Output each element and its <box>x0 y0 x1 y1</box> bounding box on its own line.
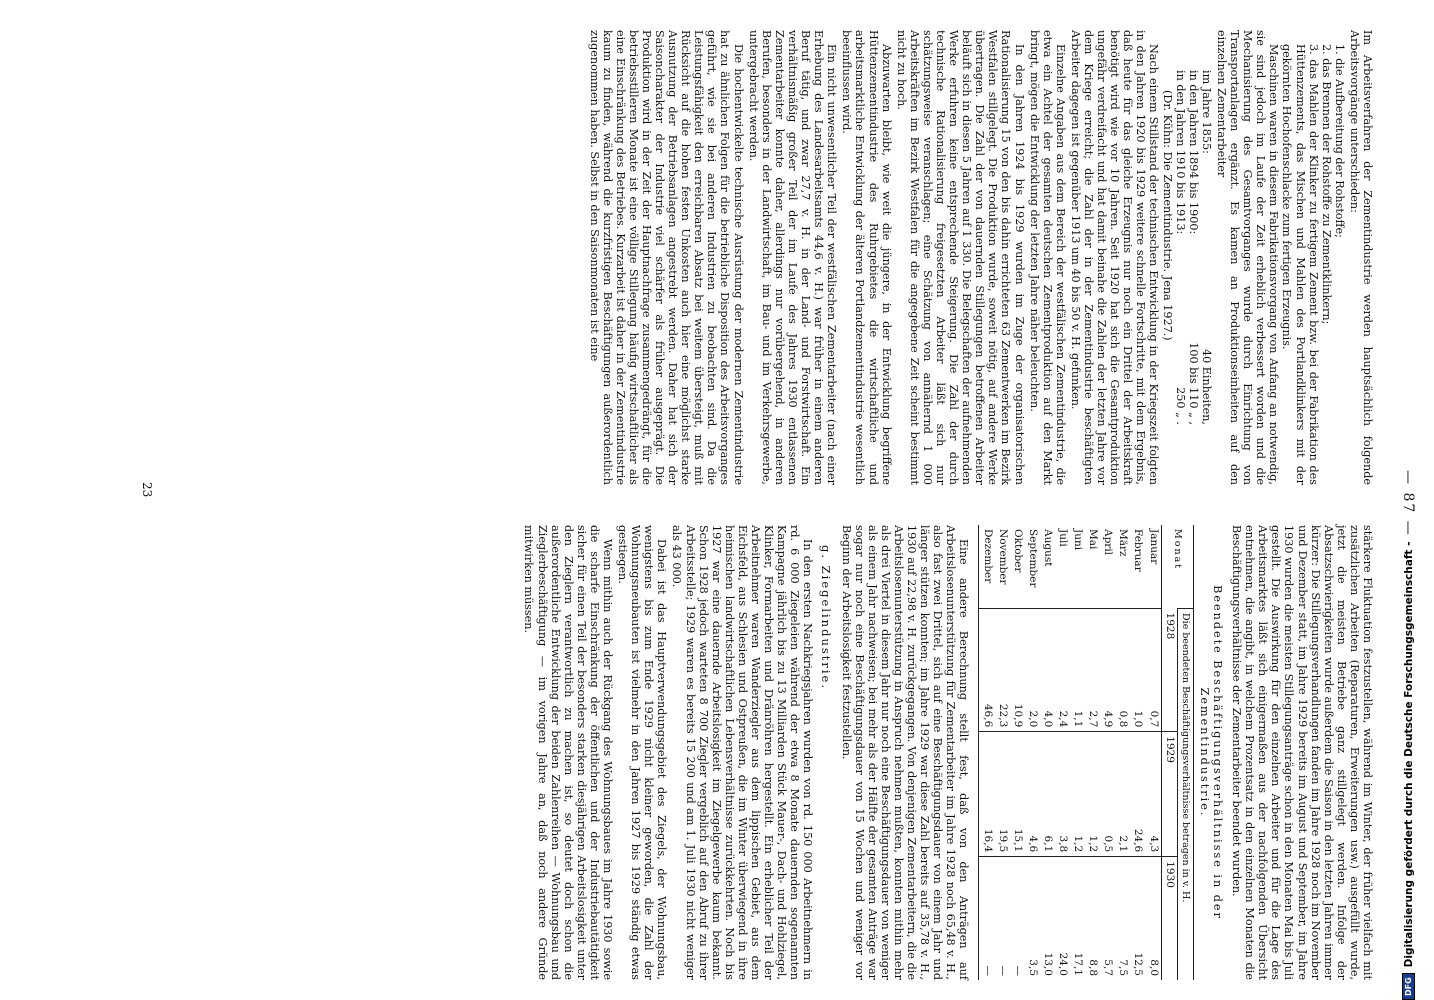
month-cell: Dezember <box>981 529 994 584</box>
value-cell: 0,8 <box>1115 609 1130 732</box>
value-cell: 15,1 <box>1010 732 1025 857</box>
stat-label: im Jahre 1855: <box>1199 70 1213 154</box>
value-cell: 4,3 <box>1146 732 1162 857</box>
list-item: 1. die Aufbereitung der Rohstoffe; <box>1332 44 1346 238</box>
value-cell: 3,8 <box>1055 732 1070 857</box>
month-cell: März <box>1117 529 1130 557</box>
table-row <box>1055 525 1070 980</box>
value-cell: 4,6 <box>1025 732 1040 857</box>
value-cell: 2,1 <box>1115 732 1130 857</box>
paragraph: In den ersten Nachkriegsjahren wurden von rd. 150 000 Arbeitnehmern in rd. 6 000 Ziegeleien während der etwa 8 Monate dauernden sogenannten Kampagne jährlich bis zu 13 Milliarden Stück Mauer-, Dach- und Hohlziegel, Klinker, Formarbeiten und Dränröhren hergestellt. Ein erheblicher Teil der Arbeitnehmer waren Wanderziegler aus dem lippischen Gebiet, aus dem Eichsfeld, aus Schlesien und Ostpreußen, die im Winter überwiegend in ihre heimischen landwirtschaftlichen Lebensverhältnisse zurückkehrten. Noch bis 1927 war eine dauernde Arbeitslosigkeit im Ziegelgewerbe kaum bekannt. Schon 1928 jedoch warteten 8 700 Ziegler vergeblich auf den Abruf zu ihrer Arbeitsstelle; 1929 waren es bereits 15 200 und am 1. Juli 1930 nicht weniger als 43 000. <box>670 525 815 980</box>
value-cell: 12,5 <box>1130 857 1145 980</box>
value-cell: 13,0 <box>1040 857 1055 980</box>
column-left-text <box>585 30 1374 485</box>
value-cell: 24,0 <box>1055 857 1070 980</box>
stat-row <box>1200 30 1213 485</box>
list-item: 2. das Brennen der Rohstoffe zu Zementklinkern; <box>1319 44 1333 325</box>
value-cell: 0,7 <box>1146 609 1162 732</box>
stat-row <box>1187 30 1200 485</box>
value-cell: 10,9 <box>1010 609 1025 732</box>
month-cell: Februar <box>1132 529 1145 572</box>
value-cell: 5,7 <box>1100 857 1115 980</box>
value-cell: 2,0 <box>1025 609 1040 732</box>
column-header-group: Die beendeten Beschäftigungsverhältnisse betragen in v. H. <box>1177 609 1193 980</box>
value-cell: 8,8 <box>1085 857 1100 980</box>
value-cell: 1,1 <box>1070 609 1085 732</box>
stat-value: 100 bis 110 „ , <box>1186 342 1200 425</box>
column-header-year: 1929 <box>1161 732 1177 857</box>
value-cell: 7,5 <box>1115 857 1130 980</box>
intro-paragraph: Im Arbeitsverfahren der Zementindustrie werden hauptsächlich folgende Arbeitsvorgänge unterschieden: <box>1347 30 1374 485</box>
table-row <box>1115 525 1130 980</box>
month-cell: Januar <box>1147 529 1160 565</box>
table-title: Beendete Beschäftigungsverhältnisse in der Zementindustrie. <box>1197 585 1224 920</box>
value-cell: 2,4 <box>1055 609 1070 732</box>
column-right-text <box>520 525 1374 980</box>
table-row <box>995 525 1010 980</box>
value-cell: 1,0 <box>1130 609 1145 732</box>
bottom-page-number: 23 <box>140 482 154 498</box>
value-cell: — <box>979 857 995 980</box>
process-list <box>1280 30 1345 485</box>
paragraph: Ein nicht unwesentlicher Teil der westfälischen Zementarbeiter (nach einer Erhebung des Landesarbeitsamts 44,6 v. H.) war früher in einem anderen Beruf tätig, und zwar 27,7 v. H. in der Land- und Forstwirtschaft. Ein verhältnismäßig großer Teil der im Laufe des Jahres 1930 entlassenen Zementarbeiter konnte daher, allerdings nur vorübergehend, in anderen Berufen, besonders in der Landwirtschaft, im Bau- und im Verkehrsgewerbe, untergebracht werden. <box>746 30 839 485</box>
month-cell: Oktober <box>1011 529 1024 573</box>
value-cell: 16,4 <box>979 732 995 857</box>
value-cell: 4,9 <box>1100 609 1115 732</box>
stat-label: in den Jahren 1894 bis 1900: <box>1186 70 1200 235</box>
table-row <box>979 525 995 980</box>
month-cell: Juli <box>1057 529 1070 547</box>
paragraph: Die hochentwickelte technische Ausrüstung der modernen Zementindustrie hat zu ähnlichen Folgen für die betriebliche Disposition des Arbeitsvorganges geführt, wie sie bei anderen Industrien zu beobachten sind. Da die Leistungsfähigkeit den erreichbaren Absatz bei weitem übersteigt, muß mit Rücksicht auf die hohen festen Unkosten auch hier eine möglichst starke Ausnutzung der Betriebsanlagen angestrebt werden. Daher hat sich der Saisoncharakter der Industrie viel schärfer als früher ausgeprägt. Die Produktion wird in der Zeit der Hauptnachfrage zusammengedrängt, für die betriebsstilleren Monate ist eine völlige Stillegung häufig wirtschaftlicher als eine Einschränkung des Betriebes. Kurzarbeit ist daher in der Zementindustrie kaum zu finden, während die kurzfristigen Beschäftigungen außerordentlich zugenommen haben. Selbst in den Saisonmonaten ist eine <box>587 30 745 485</box>
value-cell: 1,2 <box>1070 732 1085 857</box>
value-cell: 6,1 <box>1040 732 1055 857</box>
value-cell: — <box>1010 857 1025 980</box>
table-row <box>1040 525 1055 980</box>
value-cell: 24,6 <box>1130 732 1145 857</box>
value-cell: 4,0 <box>1040 609 1055 732</box>
month-cell: Juni <box>1072 529 1085 551</box>
table-row <box>1070 525 1085 980</box>
value-cell: 3,5 <box>1025 857 1040 980</box>
month-cell: Mai <box>1087 529 1100 550</box>
table-row <box>1085 525 1100 980</box>
value-cell: 1,2 <box>1085 732 1100 857</box>
stat-label: in den Jahren 1910 bis 1913: <box>1173 70 1187 235</box>
paragraph: Dabei ist das Hauptverwendungsgebiet des Ziegels, der Wohnungsbau, wenigstens bis zum Ende 1929 nicht kleiner geworden, die Zahl der Wohnungsneubauten ist vielmehr in den Jahren 1927 bis 1929 ständig etwas gestiegen. <box>616 525 669 980</box>
page-number: — 87 — <box>1400 470 1416 537</box>
month-cell: April <box>1102 529 1115 556</box>
paragraph: Eine andere Berechnung stellt fest, daß von den Anträgen auf Arbeitslosenunterstützung für Zementarbeiter im Jahre 1928 noch 65,48 v. H., also fast zwei Drittel, sich auf eine Beschäftigungsdauer von einem Jahr und länger stützen konnten; im Jahre 1929 war diese Zahl bereits auf 35,78 v. H., 1930 auf 22,98 v. H. zurückgegangen. Von denjenigen Zementarbeitern, die die Arbeitslosenunterstützung in Anspruch nehmen mußten, konnten mithin mehr als drei Viertel in diesem Jahr nur noch eine Beschäftigungsdauer von weniger als einem Jahr nachweisen; bei mehr als der Hälfte der gesamten Anträge war sogar nur noch eine Beschäftigungsdauer von 15 Wochen und weniger vor Beginn der Arbeitslosigkeit festzustellen. <box>839 525 971 980</box>
stat-row <box>1174 30 1187 485</box>
month-cell: November <box>996 529 1009 585</box>
dfg-logo: DFG <box>1402 973 1415 1000</box>
table-row <box>1010 525 1025 980</box>
table-row <box>1025 525 1040 980</box>
stat-value: 250 „ . <box>1173 387 1187 425</box>
value-cell: 17,1 <box>1070 857 1085 980</box>
footer-text: Digitalisierung gefördert durch die Deutsche Forschungsgemeinschaft - <box>1402 541 1415 968</box>
paragraph: Maschinen waren in diesem Fabrikationsvorgang von Anfang an notwendig, sie sind jedoch im Laufe der Zeit erheblich verbessert worden und die Mechanisierung des Gesamtvorganges wurde durch Einrichtung von Transportanlagen ergänzt. Es kamen an Produktionseinheiten auf den einzelnen Zementarbeiter <box>1214 30 1281 485</box>
month-cell: September <box>1026 529 1039 588</box>
rotated-content <box>94 0 1434 1000</box>
paragraph: Einzelne Angaben aus dem Bereich der westfälischen Zementindustrie, die etwa ein Achtel der gesamten deutschen Zementproduktion auf den Markt bringt, mögen die Entwicklung der letzten Jahre näher beleuchten. <box>1027 30 1067 485</box>
month-cell: August <box>1041 529 1054 567</box>
value-cell: 46,6 <box>979 609 995 732</box>
column-header-month: Monat <box>1161 525 1193 609</box>
table-row <box>1130 525 1145 980</box>
employment-table <box>978 525 1193 980</box>
value-cell: 19,5 <box>995 732 1010 857</box>
value-cell: 8,0 <box>1146 857 1162 980</box>
table-row <box>1146 525 1162 980</box>
stats-block <box>1161 30 1213 485</box>
paragraph: stärkere Fluktuation festzustellen, während im Winter, der früher vielfach mit zusätzlichen Arbeiten (Reparaturen, Erweiterungen usw.) ausgefüllt wurde, jetzt die meisten Betriebe ganz stillgelegt werden. Infolge der Absatzschwierigkeiten wurde außerdem die Saison in den letzten Jahren immer kürzer: Die Stillegungsverhandlungen fanden im Jahre 1928 noch im November und Dezember statt, im Jahre 1929 bereits im August und September, im Jahre 1930 wurden die meisten Stillegungsanträge schon in den Monaten Mai bis Juli gestellt. Die Auswirkung für den einzelnen Arbeiter und für die Lage des Arbeitsmarktes läßt sich einigermaßen aus der nachfolgenden Übersicht entnehmen, die angibt, in welchem Prozentsatz in den einzelnen Monaten die Beschäftigungsverhältnisse der Zementarbeiter beendet wurden. <box>1230 525 1374 980</box>
stat-value: 40 Einheiten, <box>1199 348 1213 425</box>
column-header-year: 1930 <box>1161 857 1177 980</box>
value-cell: 0,5 <box>1100 732 1115 857</box>
paragraph: Nach einem Stillstand der technischen Entwicklung in der Kriegszeit folgten in den Jahren 1920 bis 1929 weitere schnelle Fortschritte, mit dem Ergebnis, daß heute für das gleiche Erzeugnis nur noch ein Drittel der Arbeitskraft benötigt wird wie vor 10 Jahren. Seit 1920 hat sich die Gesamtproduktion ungefähr verdreifacht und hat damit beinahe die Zahlen der letzten Jahre vor dem Kriege erreicht; die Zahl der in der Zementindustrie beschäftigten Arbeiter dagegen ist gegenüber 1913 um 40 bis 50 v. H. gefunken. <box>1068 30 1161 485</box>
paragraph: Abzuwarten bleibt, wie weit die jüngere, in der Entwicklung begriffene Hüttenzementindustrie des Ruhrgebietes die wirtschaftliche und arbeitsmarktliche Entwicklung der älteren Portlandzementindustrie wesentlich beeinflussen wird. <box>840 30 893 485</box>
list-item: 3. das Mahlen der Klinker zu fertigem Zement bzw. bei der Fabrikation des Hüttenzements, das Mischen und Mahlen des Portlandklinkers mit der gekörnten Hochofenschlacke zum fertigen Erzeugnis. <box>1280 44 1320 485</box>
paragraph: Wenn mithin auch der Rückgang des Wohnungsbaues im Jahre 1930 sowie die scharfe Einschränkung der öffentlichen und der Industriebautätigkeit sicher für einen Teil der besonders starken diesjährigen Arbeitslosigkeit unter den Zieglern verantwortlich zu machen ist, so deutet doch schon die außerordentliche Entwicklung der beiden Zahlenreihen — Wohnungsbau und Zieglerbeschäftigung — im vorigen Jahre an, daß noch andere Gründe mitwirken müssen. <box>522 525 615 980</box>
section-heading: g. Ziegelindustrie. <box>818 545 833 691</box>
value-cell: — <box>995 857 1010 980</box>
value-cell: 22,3 <box>995 609 1010 732</box>
footer-credit <box>1402 10 1415 1000</box>
value-cell: 2,7 <box>1085 609 1100 732</box>
column-header-year: 1928 <box>1161 609 1177 732</box>
source-citation: (Dr. Kühn: Die Zementindustrie. Jena 1927.) <box>1160 90 1174 341</box>
table-row <box>1100 525 1115 980</box>
paragraph: In den Jahren 1924 bis 1929 wurden im Zuge der organisatorischen Rationalisierung 15 von den bis dahin errichteten 63 Zementwerken im Bezirk Westfalen stillgelegt. Die Produktion wurde, soweit nötig, auf andere Werke übertragen. Die Zahl der von dauernden Stillegungen betroffenen Arbeiter beläuft sich in diesen 5 Jahren auf 1 330. Die Belegschaften der aufnehmenden Werke erfuhren keine entsprechende Steigerung. Die Zahl der durch technische Rationalisierung freigesetzten Arbeiter läßt sich nur schätzungsweise veranschlagen; eine Schätzung von annähernd 1 000 Arbeitskräften im Bezirk Westfalen für die angegebene Zeit scheint bestimmt nicht zu hoch. <box>894 30 1026 485</box>
